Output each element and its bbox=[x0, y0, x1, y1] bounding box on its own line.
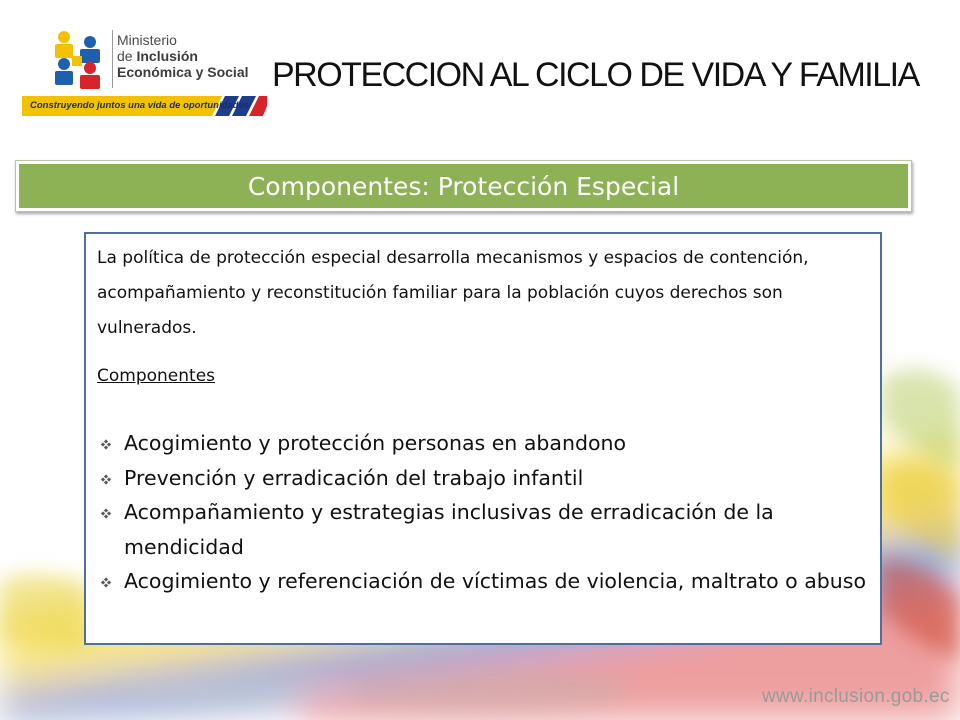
diamond-bullet-icon bbox=[99, 495, 113, 529]
people-puzzle-icon bbox=[50, 30, 108, 92]
ministry-name-line1: Ministerio bbox=[117, 32, 177, 48]
intro-paragraph: La política de protección especial desarrolla mecanismos y espacios de contención, acompañamiento y reconstitución familiar para la población cuyos derechos son vulnerados. bbox=[97, 248, 809, 338]
diamond-bullet-icon bbox=[99, 426, 113, 460]
logo-tagline: Construyendo juntos una vida de oportunidades bbox=[30, 100, 250, 111]
ministry-name bbox=[117, 32, 249, 80]
diamond-bullet-icon bbox=[99, 461, 113, 495]
ministry-name-line3: Económica y Social bbox=[117, 64, 249, 80]
list-item-text: Acogimiento y protección personas en abandono bbox=[124, 431, 627, 455]
ministry-name-line2-prefix: de bbox=[117, 48, 137, 64]
list-item-text: Prevención y erradicación del trabajo infantil bbox=[124, 465, 584, 490]
slide-title: PROTECCION AL CICLO DE VIDA Y FAMILIA bbox=[272, 56, 919, 94]
list-item-text: Acompañamiento y estrategias inclusivas de erradicación de la mendicidad bbox=[124, 500, 774, 559]
logo-divider bbox=[112, 30, 113, 88]
list-item bbox=[97, 495, 877, 564]
website-url[interactable]: www.inclusion.gob.ec bbox=[762, 686, 950, 707]
section-banner-fill bbox=[19, 164, 908, 208]
ministry-name-line2-bold: Inclusión bbox=[136, 48, 198, 64]
components-list bbox=[97, 426, 877, 599]
components-heading: Componentes bbox=[97, 366, 216, 386]
list-item bbox=[97, 461, 877, 496]
section-banner bbox=[15, 160, 912, 212]
section-banner-title: Componentes: Protección Especial bbox=[247, 172, 680, 201]
ministry-logo bbox=[22, 26, 267, 118]
diamond-bullet-icon bbox=[99, 564, 113, 598]
list-item-text: Acogimiento y referenciación de víctimas de violencia, maltrato o abuso bbox=[124, 569, 867, 593]
list-item bbox=[97, 426, 877, 461]
ministry-name-line2 bbox=[117, 48, 249, 64]
list-item bbox=[97, 564, 877, 599]
content-box bbox=[84, 232, 882, 645]
